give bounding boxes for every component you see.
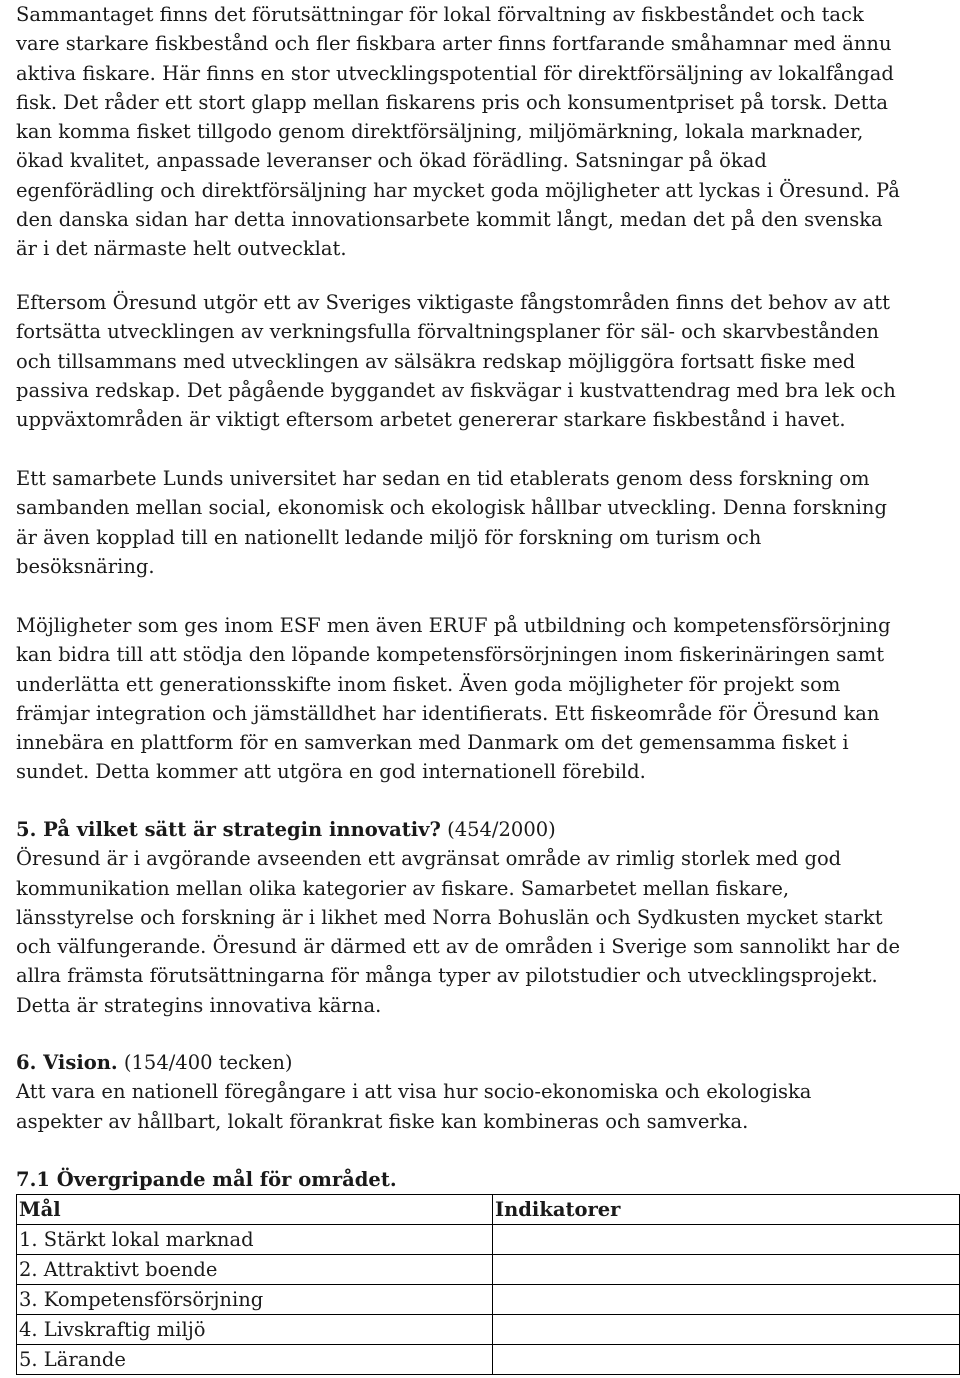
- section-6: [16, 1048, 811, 1136]
- paragraph-forvaltningsplaner: Eftersom Öresund utgör ett av Sveriges viktigaste fångstområden finns det behov av att fortsätta utvecklingen av verkningsfulla förvaltningsplaner för säl- och skarvbestånden och tillsammans med utvecklingen av sälsäkra redskap möjliggöra fortsatt fiske med passiva redskap. Det pågående byggandet av fiskvägar i kustvattendrag med bra lek och uppväxtområden är viktigt eftersom arbetet genererar starkare fiskbestånd i havet.: [16, 291, 896, 432]
- table-row: [17, 1345, 960, 1375]
- section-5: [16, 815, 900, 1020]
- table-cell-goal: 3. Kompetensförsörjning: [17, 1285, 493, 1315]
- table-cell-goal: 2. Attraktivt boende: [17, 1255, 493, 1285]
- section-5-count: (454/2000): [440, 818, 556, 841]
- section-5-heading: 5. På vilket sätt är strategin innovativ?: [16, 818, 441, 841]
- section-7-1: [16, 1165, 960, 1194]
- table-row: [17, 1225, 960, 1255]
- paragraph-esf-eruf: Möjligheter som ges inom ESF men även ERUF på utbildning och kompetensförsörjning kan bidra till att stödja den löpande kompetensförsörjningen inom fiskerinäringen samt underlätta ett generationsskifte inom fisket. Även goda möjligheter för projekt som främjar integration och jämställdhet har identifierats. Ett fiskeområde för Öresund kan innebära en plattform för en samverkan med Danmark om det gemensamma fisket i sundet. Detta kommer att utgöra en god internationell förebild.: [16, 614, 891, 784]
- section-7-1-heading-line: [16, 1165, 960, 1194]
- section-6-count: (154/400 tecken): [117, 1051, 293, 1074]
- column-header-mal: Mål: [17, 1195, 493, 1225]
- section-5-heading-line: [16, 815, 900, 844]
- section-6-heading-line: [16, 1048, 811, 1077]
- table-cell-goal: 1. Stärkt lokal marknad: [17, 1225, 493, 1255]
- goals-table: [16, 1194, 960, 1375]
- table-row: [17, 1255, 960, 1285]
- table-cell-goal: 5. Lärande: [17, 1345, 493, 1375]
- column-header-indikatorer: Indikatorer: [493, 1195, 960, 1225]
- table-cell-indicator: [493, 1285, 960, 1315]
- table-cell-indicator: [493, 1315, 960, 1345]
- table-cell-goal: 4. Livskraftig miljö: [17, 1315, 493, 1345]
- section-7-1-heading: 7.1 Övergripande mål för området.: [16, 1168, 397, 1191]
- section-6-heading: 6. Vision.: [16, 1051, 118, 1074]
- paragraph-fisk-direktforsaljning: Sammantaget finns det förutsättningar för lokal förvaltning av fiskbeståndet och tack vare starkare fiskbestånd och fler fiskbara arter finns fortfarande småhamnar med ännu aktiva fiskare. Här finns en stor utvecklingspotential för direktförsäljning av lokalfångad fisk. Det råder ett stort glapp mellan fiskarens pris och konsumentpriset på torsk. Detta kan komma fisket tillgodo genom direktförsäljning, miljömärkning, lokala marknader, ökad kvalitet, anpassade leveranser och ökad förädling. Satsningar på ökad egenförädling och direktförsäljning har mycket goda möjligheter att lyckas i Öresund. På den danska sidan har detta innovationsarbete kommit långt, medan det på den svenska är i det närmaste helt outvecklat.: [16, 3, 900, 261]
- section-6-body: Att vara en nationell föregångare i att visa hur socio-ekonomiska och ekologiska aspekter av hållbart, lokalt förankrat fiske kan kombineras och samverka.: [16, 1080, 812, 1133]
- table-row: [17, 1285, 960, 1315]
- table-cell-indicator: [493, 1225, 960, 1255]
- table-header-row: [17, 1195, 960, 1225]
- table-row: [17, 1315, 960, 1345]
- section-5-body: Öresund är i avgörande avseenden ett avgränsat område av rimlig storlek med god kommunikation mellan olika kategorier av fiskare. Samarbetet mellan fiskare, länsstyrelse och forskning är i likhet med Norra Bohuslän och Sydkusten mycket starkt och välfungerande. Öresund är därmed ett av de områden i Sverige som sannolikt har de allra främsta förutsättningarna för många typer av pilotstudier och utvecklingsprojekt. Detta är strategins innovativa kärna.: [16, 847, 901, 1017]
- table-cell-indicator: [493, 1345, 960, 1375]
- paragraph-lunds-universitet: Ett samarbete Lunds universitet har sedan en tid etablerats genom dess forskning om sambanden mellan social, ekonomisk och ekologisk hållbar utveckling. Denna forskning är även kopplad till en nationellt ledande miljö för forskning om turism och besöksnäring.: [16, 467, 887, 578]
- table-cell-indicator: [493, 1255, 960, 1285]
